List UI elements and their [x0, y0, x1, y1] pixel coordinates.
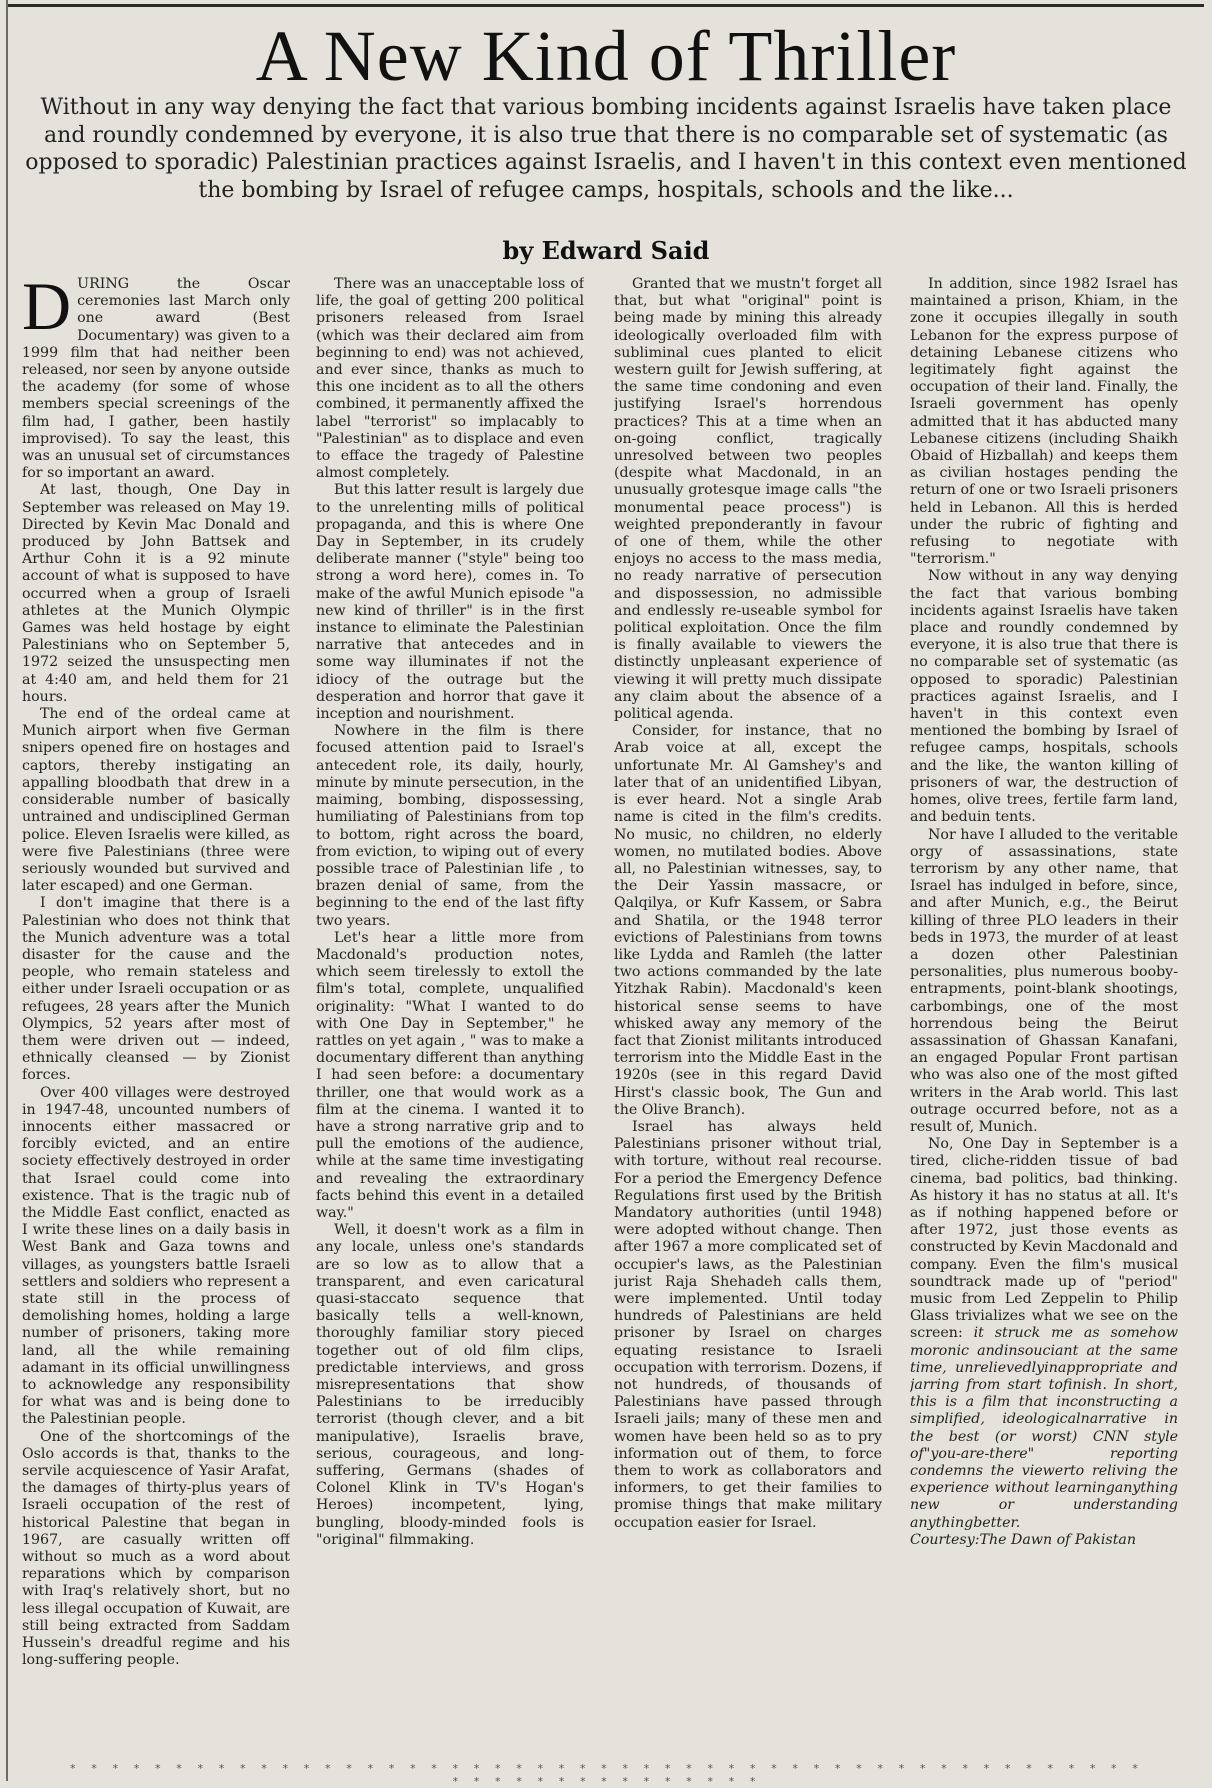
paragraph: Well, it doesn't work as a film in any locale, unless one's standards are so low as to allow that a transparent, and even caricatural quasi-staccato sequence that basically tells a well-known, thoroughly familiar story pieced together out of old film clips, predictable interviews, and gross misrepresentations that show Palestinians to be irreducibly terrorist (though clever, and a bit manipulative), Israelis brave, serious, courageous, and long-suffering, Germans (shades of Colonel Klink in TV's Hogan's Heroes) incompetent, lying, bungling, bloody-minded fools is "original" filmmaking.	[316, 1222, 584, 1548]
paragraph: Now without in any way denying the fact that various bombing incidents against Israelis have taken place and roundly condemned by everyone, it is also true that there is no comparable set of systematic (as opposed to sporadic) Palestinian practices against Israelis, and I haven't in this context even mentioned the bombing by Israel of refugee camps, hospitals, schools and the like, the wanton killing of prisoners of war, the destruction of homes, olive trees, fertile farm land, and beduin tents.	[910, 568, 1178, 826]
paragraph: Consider, for instance, that no Arab voice at all, except the unfortunate Mr. Al Gamshey's and later that of an unidentified Libyan, is ever heard. Not a single Arab name is cited in the film's credits. No music, no children, no elderly women, no mutilated bodies. Above all, no Palestinian witnesses, say, to the Deir Yassin massacre, or Qalqilya, or Kufr Kassem, or Sabra and Shatila, or the 1948 terror evictions of Palestinians from towns like Lydda and Ramleh (the latter two actions commanded by the late Yitzhak Rabin). Macdonald's keen historical sense seems to have whisked away any memory of the fact that Zionist militants introduced terrorism into the Middle East in the 1920s (see in this regard David Hirst's classic book, The Gun and the Olive Branch).	[614, 723, 882, 1118]
paragraph: There was an unacceptable loss of life, the goal of getting 200 political prisoners released from Israel (which was their declared aim from beginning to end) was not achieved, and ever since, thanks as much to this one incident as to all the others combined, it permanently affixed the label "terrorist" so implacably to "Palestinian" as to displace and even to efface the tragedy of Palestine almost completely.	[316, 276, 584, 482]
paragraph-text: No, One Day in September is a tired, cliche-ridden tissue of bad cinema, bad politics, bad thinking. As history it has no status at all. It's as if nothing happened before or after 1972, just those events as constructed by Kevin Macdonald and company. Even the film's musical soundtrack made up of "period" music from Led Zeppelin to Philip Glass trivializes what we see on the screen:	[910, 1136, 1178, 1342]
paragraph: In addition, since 1982 Israel has maintained a prison, Khiam, in the zone it occupies illegally in south Lebanon for the express purpose of detaining Lebanese citizens who legitimately fight against the occupation of their land. Finally, the Israeli government has openly admitted that it has abducted many Lebanese citizens (including Shaikh Obaid of Hizballah) and keeps them as civilian hostages pending the return of one or two Israeli prisoners held in Lebanon. All this is herded under the rubric of fighting and refusing to negotiate with "terrorism."	[910, 276, 1178, 568]
closing-paragraph	[910, 1136, 1178, 1532]
paragraph: At last, though, One Day in September was released on May 19. Directed by Kevin Mac Donald and produced by John Battsek and Arthur Cohn it is a 92 minute account of what is supposed to have occurred when a group of Israeli athletes at the Munich Olympic Games was held hostage by eight Palestinians who on September 5, 1972 seized the unsuspecting men at 4:40 am, and held them for 21 hours.	[22, 482, 290, 705]
paragraph: Nor have I alluded to the veritable orgy of assassinations, state terrorism by any other name, that Israel has indulged in before, since, and after Munich, e.g., the Beirut killing of three PLO leaders in their beds in 1973, the murder of at least a dozen other Palestinian personalities, plus numerous booby-entrapments, point-blank shootings, carbombings, one of the most horrendous being the Beirut assassination of Ghassan Kanafani, an engaged Popular Front partisan who was also one of the most gifted writers in the Arab world. This last outrage occurred before, not as a result of, Munich.	[910, 826, 1178, 1135]
paragraph: Over 400 villages were destroyed in 1947-48, uncounted numbers of innocents either massacred or forcibly evicted, and an entire society effectively destroyed in order that Israel could come into existence. That is the tragic nub of the Middle East conflict, enacted as I write these lines on a daily basis in West Bank and Gaza towns and villages, as youngsters battle Israeli settlers and soldiers who represent a state still in the process of demolishing homes, holding a large number of prisoners, taking more land, all the while remaining adamant in its official unwillingness to acknowledge any responsibility for what was and is being done to the Palestinian people.	[22, 1084, 290, 1428]
article-column-3	[614, 276, 882, 1768]
footer-ornament: * * * * * * * * * * * * * * * * * * * * * * * * * * * * * * * * * * * * * * * * * * * * * * * * * * * * * * * * * * * * * * * * * *	[69, 1762, 1143, 1788]
article-column-1	[22, 276, 290, 1768]
paragraph: The end of the ordeal came at Munich airport when five German snipers opened fire on hostages and captors, thereby instigating an appalling bloodbath that drew in a considerable number of basically untrained and undisciplined German police. Eleven Israelis were killed, as were five Palestinians (three were seriously wounded but survived and later escaped) and one German.	[22, 706, 290, 895]
lead-paragraph	[22, 276, 290, 482]
headline: A New Kind of Thriller	[255, 16, 957, 96]
paragraph: Nowhere in the film is there focused attention paid to Israel's antecedent role, its daily, hourly, minute by minute persecution, in the maiming, bombing, dispossessing, humiliating of Palestinians from top to bottom, right across the board, from eviction, to wiping out of every possible trace of Palestinian life , to brazen denial of same, from the beginning to the end of the last fifty two years.	[316, 723, 584, 929]
paragraph: Israel has always held Palestinians prisoner without trial, with torture, without real recourse. For a period the Emergency Defence Regulations first used by the British Mandatory authorities (until 1948) were adopted without change. Then after 1967 a more complicated set of occupier's laws, as the Palestinian jurist Raja Shehadeh calls them, were implemented. Until today hundreds of Palestinians are held prisoner by Israel on charges equating resistance to Israeli occupation with terrorism. Dozens, if not hundreds, of thousands of Palestinians have passed through Israeli jails; many of these men and women have been held so as to pry information out of them, to force them to work as collaborators and informers, to get their families to promise things that make military occupation easier for Israel.	[614, 1118, 882, 1531]
lead-text: URING the Oscar ceremonies last March only one award (Best Documentary) was given to a 1999 film that had neither been released, nor seen by anyone outside the academy (for some of whose members special screenings of the film had, I gather, been hastily improvised). To say the least, this was an unusual set of circumstances for so important an award.	[22, 276, 290, 482]
italic-passage: it struck me as somehow moronic andinsouciant at the same time, unrelievedlyinappropriate and jarring from start tofinish. In short, this is a film that inconstructing a simplified, ideologicalnarrative in the best (or worst) CNN style of"you-are-there" reporting condemns the viewerto reliving the experience without learninganything new or understanding anythingbetter.	[910, 1325, 1178, 1531]
article-column-4	[910, 276, 1178, 1768]
paragraph: I don't imagine that there is a Palestinian who does not think that the Munich adventure was a total disaster for the cause and the people, who remain stateless and either under Israeli occupation or as refugees, 28 years after the Munich Olympics, 52 years after most of them were driven out — indeed, ethnically cleansed — by Zionist forces.	[22, 895, 290, 1084]
source-credit: Courtesy:The Dawn of Pakistan	[910, 1531, 1137, 1548]
deck-summary: Without in any way denying the fact that various bombing incidents against Israelis have taken place and roundly condemned by everyone, it is also true that there is no comparable set of systematic (as opposed to sporadic) Palestinian practices against Israelis, and I haven't in this context even mentioned the bombing by Israel of refugee camps, hospitals, schools and the like...	[25, 95, 1187, 203]
drop-cap: D	[22, 276, 72, 344]
left-edge-rule	[6, 0, 8, 1781]
paragraph: One of the shortcomings of the Oslo accords is that, thanks to the servile acquiescence of Yasir Arafat, the damages of thirty-plus years of Israeli occupation of the rest of historical Palestine that began in 1967, are casually written off without so much as a word about reparations which by comparison with Iraq's relatively short, but no less illegal occupation of Kuwait, are still being extracted from Saddam Hussein's dreadful regime and his long-suffering people.	[22, 1428, 290, 1669]
paragraph: Granted that we mustn't forget all that, but what "original" point is being made by mining this already ideologically overloaded film with subliminal cues planted to elicit western guilt for Jewish suffering, at the same time condoning and even justifying Israel's horrendous practices? This at a time when an on-going conflict, tragically unresolved between two peoples (despite what Macdonald, in an unusually grotesque image calls "the monumental peace process") is weighted preponderantly in favour of one of them, while the other enjoys no access to the mass media, no ready narrative of persecution and dispossession, no admissible and endlessly re-useable symbol for political exploitation. Once the film is finally available to viewers the distinctly unpleasant experience of viewing it will pretty much dissipate any claim about the absence of a political agenda.	[614, 276, 882, 723]
paragraph: But this latter result is largely due to the unrelenting mills of political propaganda, and this is where One Day in September, in its crudely deliberate manner ("style" being too strong a word here), comes in. To make of the awful Munich episode "a new kind of thriller" is in the first instance to eliminate the Palestinian narrative that antecedes and in some way illuminates if not the idiocy of the outrage but the desperation and horror that gave it inception and nourishment.	[316, 482, 584, 723]
article-column-2	[316, 276, 584, 1768]
top-rule	[8, 4, 1204, 7]
paragraph: Let's hear a little more from Macdonald's production notes, which seem tirelessly to extoll the film's total, complete, unqualified originality: "What I wanted to do with One Day in September," he rattles on yet again , " was to make a documentary different than anything I had seen before: a documentary thriller, one that would work as a film at the cinema. I wanted it to have a strong narrative grip and to pull the emotions of the audience, while at the same time investigating and revealing the extraordinary facts behind this event in a detailed way."	[316, 929, 584, 1221]
byline: by Edward Said	[502, 236, 710, 265]
